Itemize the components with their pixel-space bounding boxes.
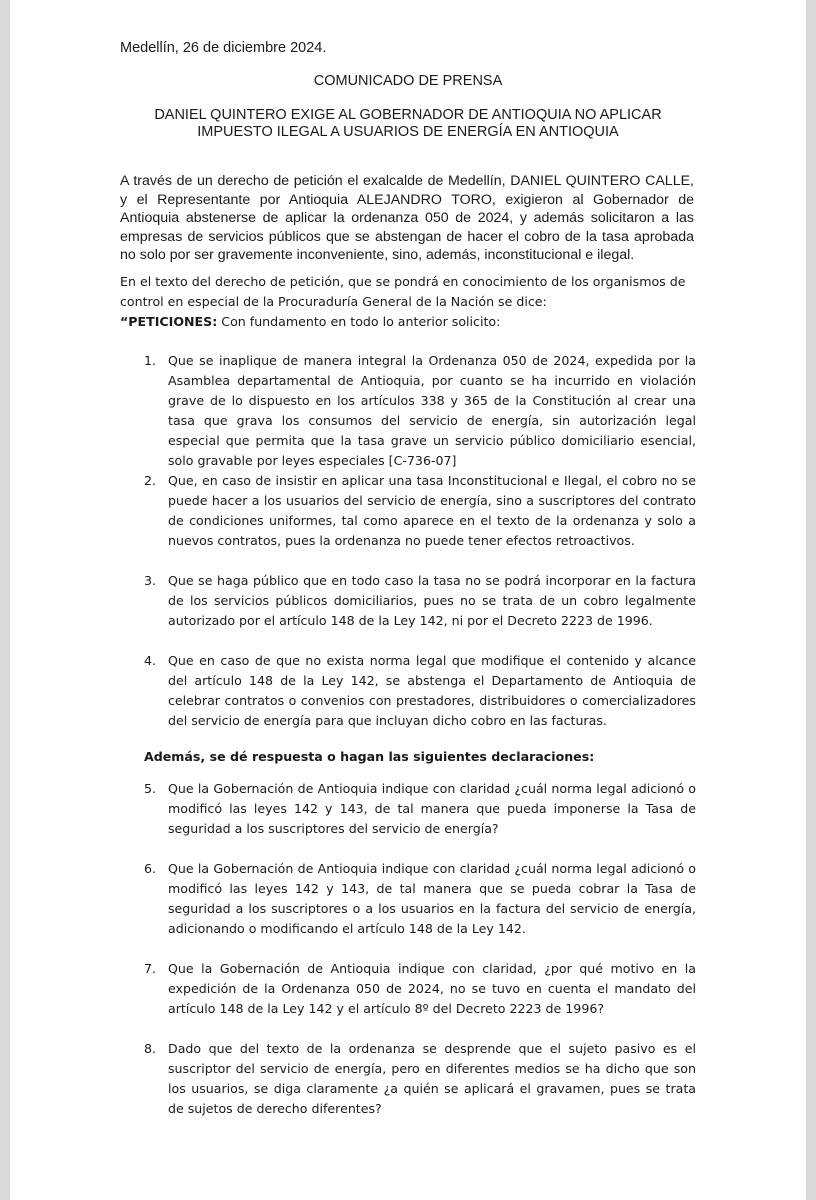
petition-context-text: En el texto del derecho de petición, que se pondrá en conocimiento de los organismos de control en especial de la Procuraduría General de la Nación se dice: — [120, 274, 686, 309]
item-number: 6. — [144, 861, 157, 876]
item-number: 1. — [144, 353, 157, 368]
list-item — [144, 779, 696, 839]
item-text: Que se haga público que en todo caso la tasa no se podrá incorporar en la factura de los servicios públicos domiciliarios, pues no se trata de un cobro legalmente autorizado por el artículo 148 de la Ley 142, ni por el Decreto 2223 de 1996. — [168, 573, 696, 628]
item-number: 7. — [144, 961, 157, 976]
petition-context — [120, 272, 696, 332]
declarations-heading: Además, se dé respuesta o hagan las siguientes declaraciones: — [144, 749, 595, 764]
item-number: 3. — [144, 573, 157, 588]
item-number: 8. — [144, 1041, 157, 1056]
headline-line-2: IMPUESTO ILEGAL A USUARIOS DE ENERGÍA EN ANTIOQUIA — [197, 124, 619, 140]
list-item — [144, 859, 696, 939]
headline-line-1: DANIEL QUINTERO EXIGE AL GOBERNADOR DE ANTIOQUIA NO APLICAR — [154, 107, 662, 123]
item-text: Que se inaplique de manera integral la Ordenanza 050 de 2024, expedida por la Asamblea departamental de Antioquia, por cuanto se ha incurrido en violación grave de lo dispuesto en los artículos 338 y 365 de la Constitución al crear una tasa que grava los consumos del servicio de energía, sin autorización legal especial que permita que la tasa grave un servicio público domiciliario esencial, solo gravable por leyes especiales [C-736-07] — [168, 353, 696, 468]
list-item — [144, 471, 696, 551]
headline — [10, 107, 806, 141]
list-item — [144, 571, 696, 631]
item-text: Que, en caso de insistir en aplicar una tasa Inconstitucional e Ilegal, el cobro no se puede hacer a los usuarios del servicio de energía, sino a suscriptores del contrato de condiciones uniformes, tal como aparece en el texto de la ordenanza y solo a nuevos contratos, pues la ordenanza no puede tener efectos retroactivos. — [168, 473, 696, 548]
document-page — [10, 0, 806, 1200]
item-text: Que la Gobernación de Antioquia indique con claridad ¿cuál norma legal adicionó o modificó las leyes 142 y 143, de tal manera que se pueda cobrar la Tasa de seguridad a los suscriptores o a los usuarios en la factura del servicio de energía, adicionando o modificando el artículo 148 de la Ley 142. — [168, 861, 696, 936]
date-line: Medellín, 26 de diciembre 2024. — [120, 40, 327, 56]
item-number: 5. — [144, 781, 157, 796]
item-text: Que la Gobernación de Antioquia indique con claridad ¿cuál norma legal adicionó o modificó las leyes 142 y 143, de tal manera que pueda imponerse la Tasa de seguridad a los suscriptores del servicio de energía? — [168, 781, 696, 836]
item-number: 2. — [144, 473, 157, 488]
intro-paragraph: A través de un derecho de petición el exalcalde de Medellín, DANIEL QUINTERO CALLE, y el Representante por Antioquia ALEJANDRO TORO, exigieron al Gobernador de Antioquia abstenerse de aplicar la ordenanza 050 de 2024, y además solicitaron a las empresas de servicios públicos que se abstengan de hacer el cobro de la tasa aprobada no solo por ser gravemente inconveniente, sino, además, inconstitucional e ilegal. — [120, 173, 694, 263]
petitions-label: “PETICIONES: — [120, 314, 218, 329]
item-number: 4. — [144, 653, 157, 668]
list-item — [144, 351, 696, 471]
item-text: Que en caso de que no exista norma legal que modifique el contenido y alcance del artículo 148 de la Ley 142, se abstenga el Departamento de Antioquia de celebrar contratos o convenios con prestadores, distribuidores o comercializadores del servicio de energía para que incluyan dicho cobro en las facturas. — [168, 653, 696, 728]
item-text: Que la Gobernación de Antioquia indique con claridad, ¿por qué motivo en la expedición de la Ordenanza 050 de 2024, no se tuvo en cuenta el mandato del artículo 148 de la Ley 142 y el artículo 8º del Decreto 2223 de 1996? — [168, 961, 696, 1016]
petitions-lead: Con fundamento en todo lo anterior solicito: — [217, 314, 501, 329]
list-item — [144, 959, 696, 1019]
list-item — [144, 651, 696, 731]
petitions-line — [120, 312, 696, 332]
list-item — [144, 1039, 696, 1119]
press-release-title: COMUNICADO DE PRENSA — [313, 73, 503, 89]
item-text: Dado que del texto de la ordenanza se desprende que el sujeto pasivo es el suscriptor del servicio de energía, pero en diferentes medios se ha dicho que son los usuarios, se diga claramente ¿a quién se aplicará el gravamen, pues se trata de sujetos de derecho diferentes? — [168, 1041, 696, 1116]
